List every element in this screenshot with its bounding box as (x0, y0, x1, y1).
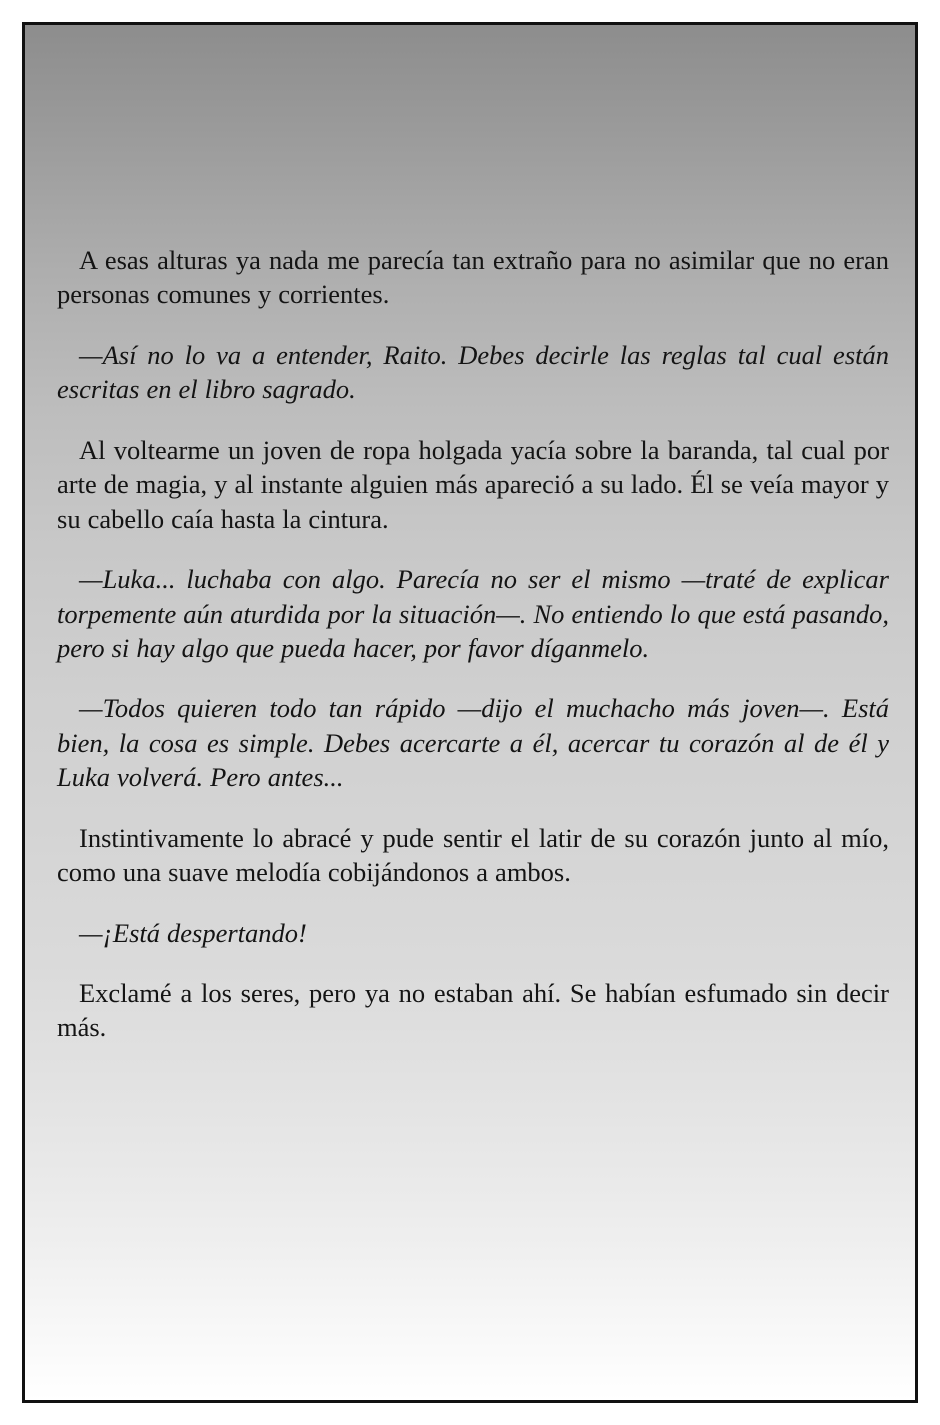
paragraph: Exclamé a los seres, pero ya no estaban ahí. Se habían esfumado sin decir más. (57, 978, 889, 1043)
paragraph-dialogue: —Así no lo va a entender, Raito. Debes decirle las reglas tal cual están escritas en el libro sagrado. (57, 339, 889, 405)
page-text-column (57, 243, 889, 1045)
paragraph-dialogue: —Todos quieren todo tan rápido —dijo el muchacho más joven—. Está bien, la cosa es simple. Debes acercarte a él, acercar tu corazón al de él y Luka volverá. Pero antes... (57, 693, 889, 793)
paragraph: Al voltearme un joven de ropa holgada yacía sobre la baranda, tal cual por arte de magia, y al instante alguien más apareció a su lado. Él se veía mayor y su cabello caía hasta la cintura. (57, 434, 890, 534)
paragraph-dialogue: —Luka... luchaba con algo. Parecía no ser el mismo —traté de explicar torpemente aún aturdida por la situación—. No entiendo lo que está pasando, pero si hay algo que pueda hacer, por favor díganmelo. (57, 564, 889, 663)
paragraph: A esas alturas ya nada me parecía tan extraño para no asimilar que no eran personas comunes y corrientes. (57, 245, 889, 310)
paragraph: Instintivamente lo abracé y pude sentir el latir de su corazón junto al mío, como una suave melodía cobijándonos a ambos. (57, 822, 889, 888)
paragraph-dialogue: —¡Está despertando! (79, 917, 307, 948)
book-page (22, 22, 918, 1403)
